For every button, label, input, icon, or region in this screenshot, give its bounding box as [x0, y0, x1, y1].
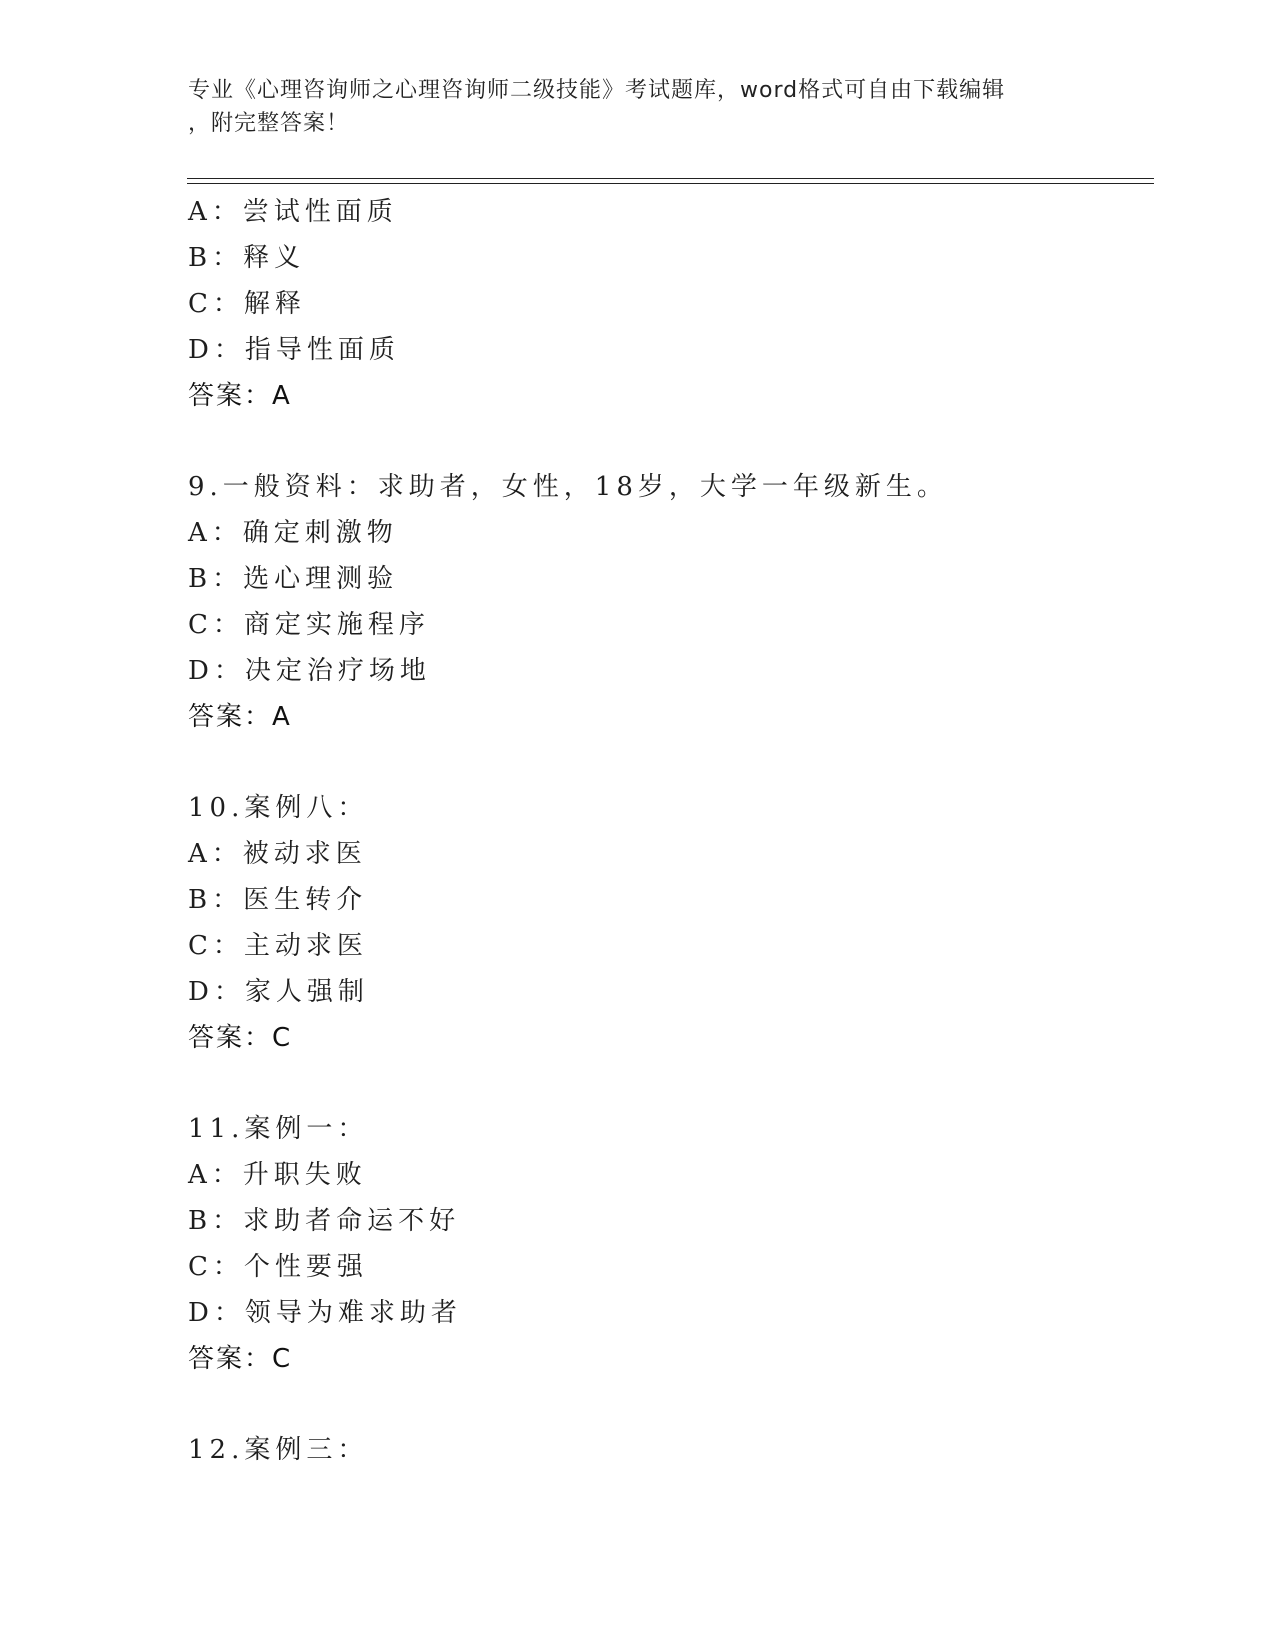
document-header: [188, 74, 1088, 140]
header-line-1: 专业《心理咨询师之心理咨询师二级技能》考试题库，word格式可自由下载编辑: [188, 78, 1006, 103]
option-d: D：领导为难求助者: [188, 1298, 462, 1328]
option-a: A：升职失败: [188, 1160, 367, 1190]
header-line-2: ，附完整答案！: [188, 111, 350, 136]
question-block: [188, 464, 1148, 740]
block-spacer: [188, 740, 1148, 785]
option-b: B：选心理测验: [188, 564, 399, 594]
answer-line: 答案：A: [188, 381, 292, 411]
question-stem: 11.案例一：: [188, 1114, 369, 1144]
option-a: A：被动求医: [188, 839, 367, 869]
question-block: [188, 189, 1148, 419]
header-divider-bottom: [187, 183, 1154, 184]
option-b: B：医生转介: [188, 885, 368, 915]
option-d: D：家人强制: [188, 977, 369, 1007]
option-b: B：求助者命运不好: [188, 1206, 461, 1236]
question-block: [188, 785, 1148, 1061]
block-spacer: [188, 1061, 1148, 1106]
option-c: C：个性要强: [188, 1252, 368, 1282]
option-c: C：商定实施程序: [188, 610, 430, 640]
option-d: D：决定治疗场地: [188, 656, 431, 686]
answer-line: 答案：C: [188, 1023, 293, 1053]
question-stem: 9.一般资料：求助者，女性，18岁，大学一年级新生。: [188, 472, 948, 502]
option-c: C：主动求医: [188, 931, 368, 961]
answer-line: 答案：C: [188, 1344, 293, 1374]
header-divider-top: [187, 178, 1154, 179]
option-b: B：释义: [188, 243, 306, 273]
question-stem: 12.案例三：: [188, 1435, 369, 1465]
question-block: [188, 1427, 1148, 1473]
answer-line: 答案：A: [188, 702, 292, 732]
option-c: C：解释: [188, 289, 306, 319]
question-block: [188, 1106, 1148, 1382]
option-a: A：确定刺激物: [188, 518, 398, 548]
option-a: A：尝试性面质: [188, 197, 398, 227]
question-list: [188, 189, 1148, 1473]
question-stem: 10.案例八：: [188, 793, 369, 823]
block-spacer: [188, 1382, 1148, 1427]
block-spacer: [188, 419, 1148, 464]
option-d: D：指导性面质: [188, 335, 400, 365]
